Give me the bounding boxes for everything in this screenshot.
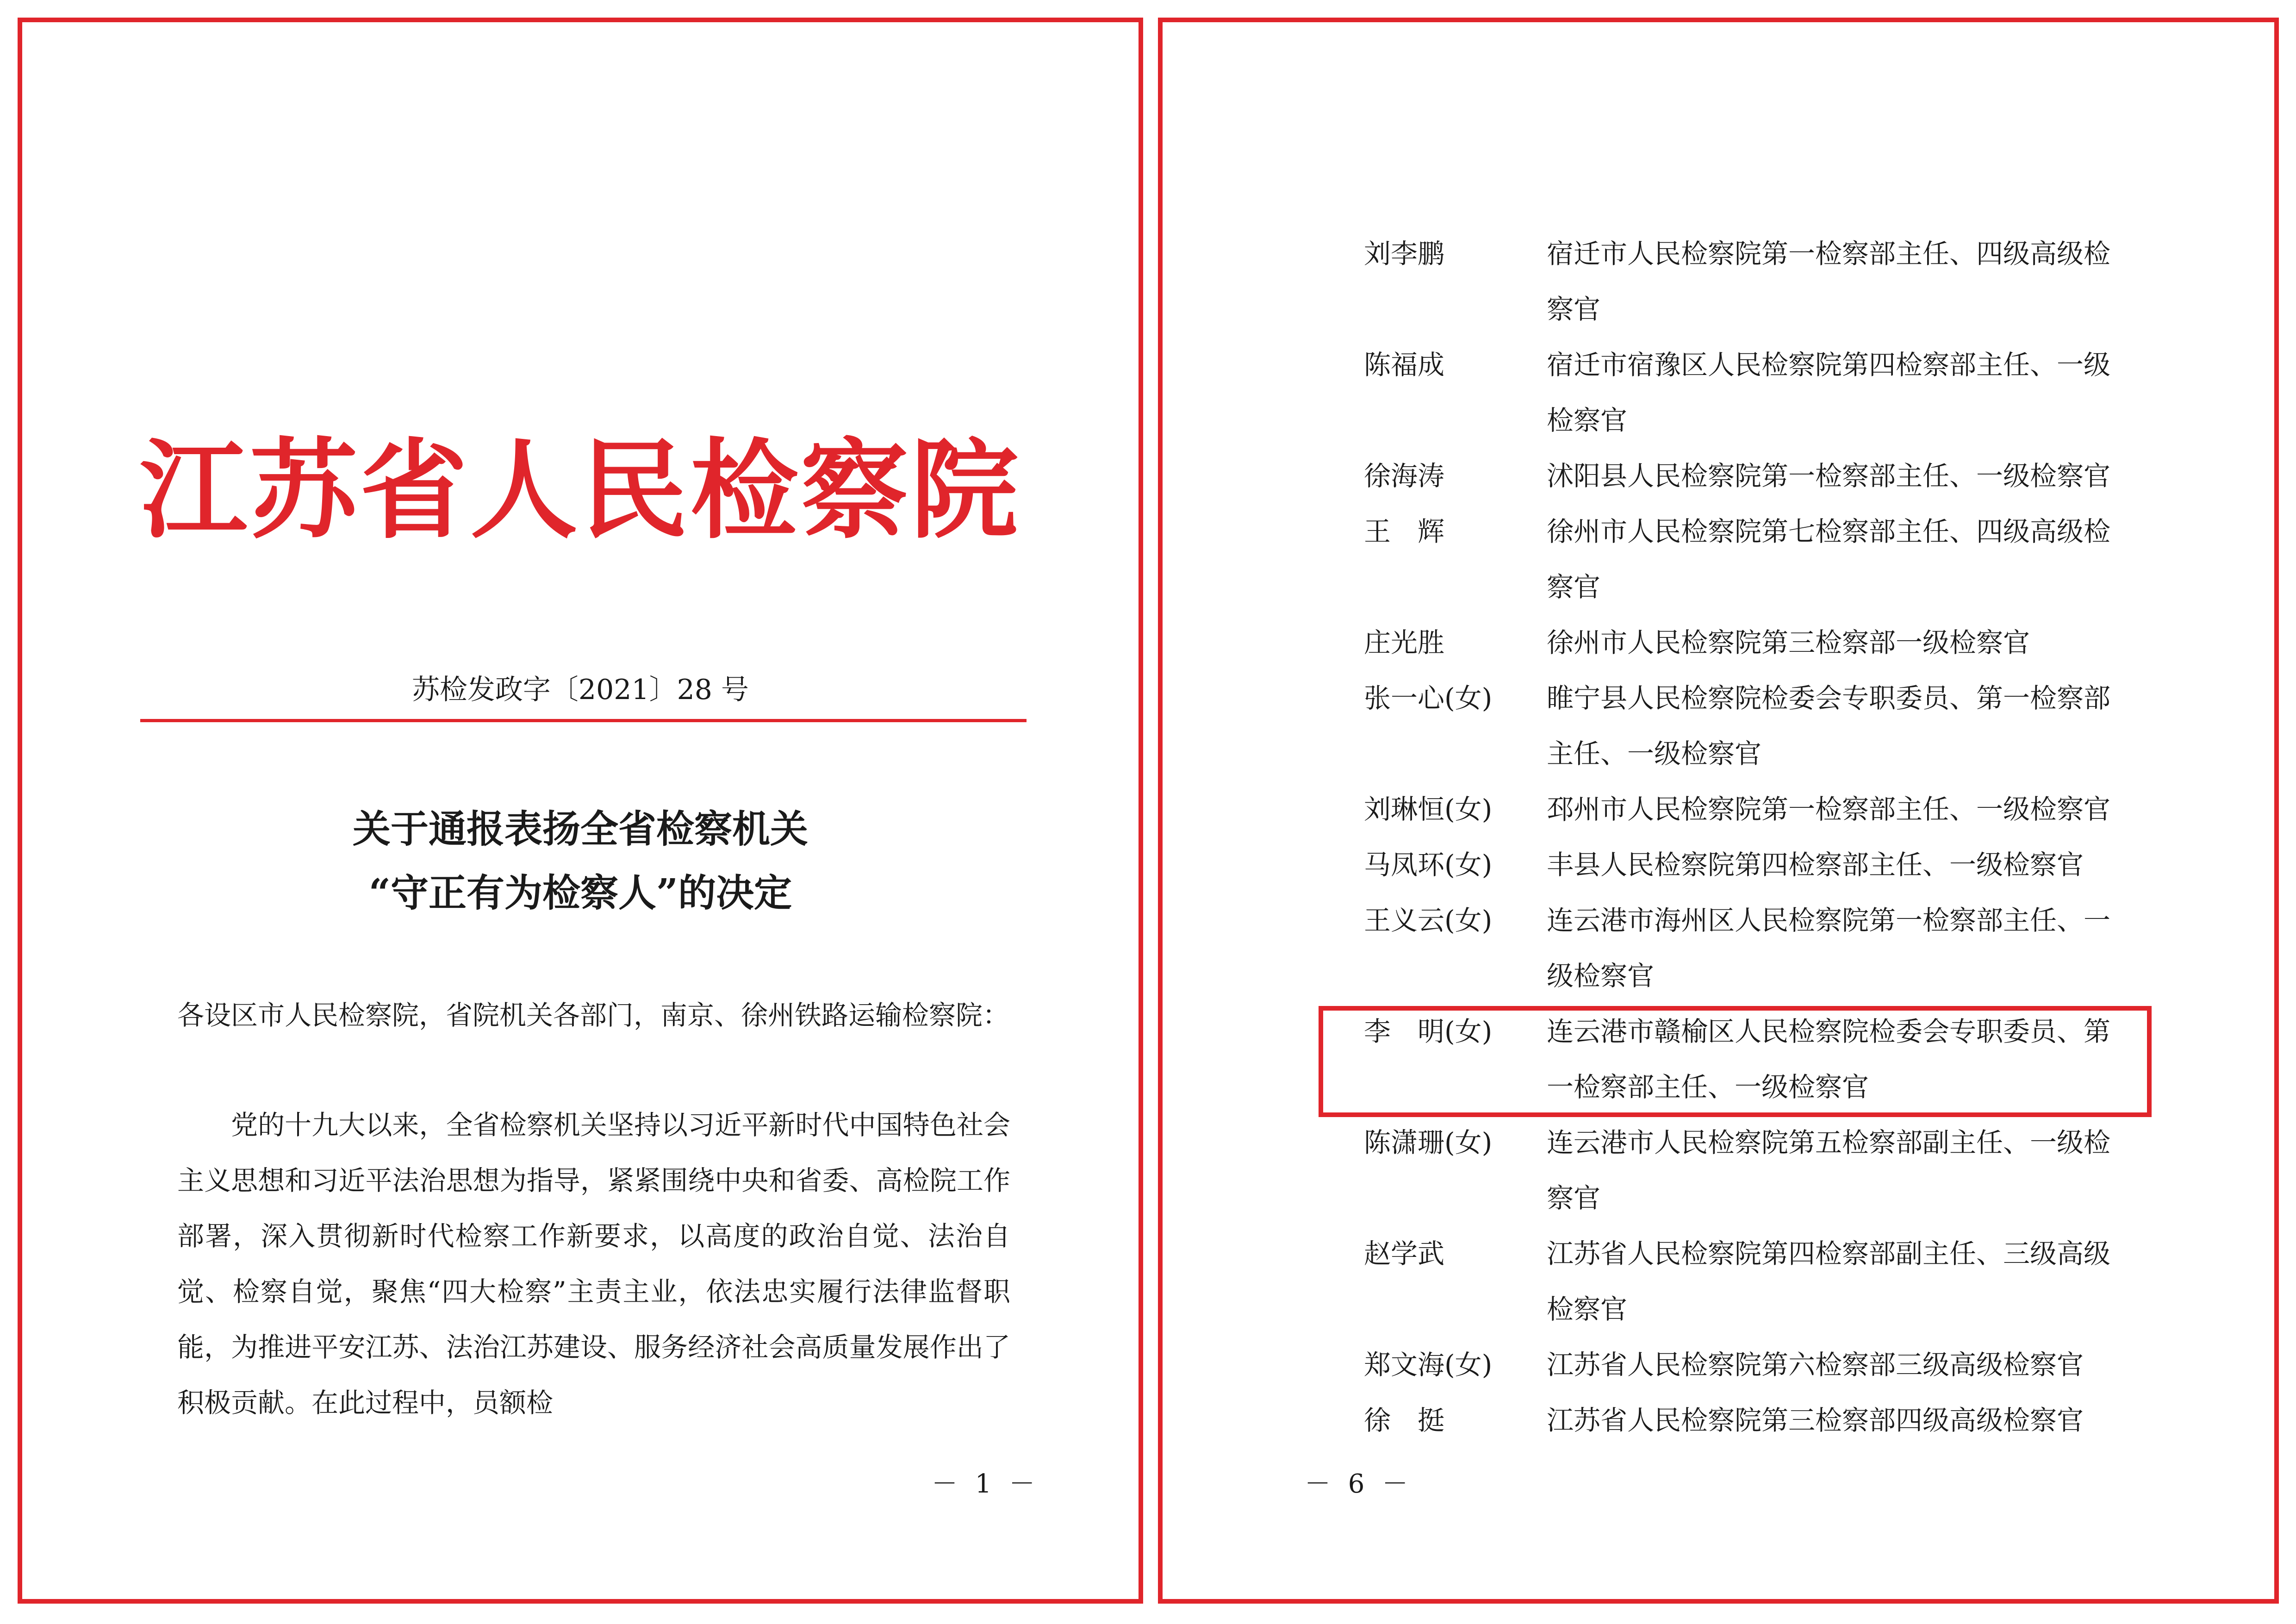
person-title: 连云港市海州区人民检察院第一检察部主任、一级检察官 [1547, 905, 2111, 992]
person-title: 江苏省人民检察院第三检察部四级高级检察官 [1547, 1405, 2084, 1436]
list-item [1163, 226, 2274, 337]
list-item [1163, 670, 2274, 781]
person-name: 王义云(女) [1364, 905, 1493, 936]
person-title: 徐州市人民检察院第三检察部一级检察官 [1547, 627, 2030, 658]
page-number: － 1 － [932, 1469, 1040, 1499]
person-name: 王 辉 [1364, 516, 1445, 547]
person-name: 马凤环(女) [1364, 849, 1493, 881]
list-item [1163, 781, 2274, 837]
red-divider-line [140, 719, 1027, 722]
list-item [1163, 448, 2274, 504]
person-title: 邳州市人民检察院第一检察部主任、一级检察官 [1547, 793, 2111, 825]
list-item [1163, 1226, 2274, 1337]
person-name: 庄光胜 [1364, 627, 1445, 658]
person-title: 丰县人民检察院第四检察部主任、一级检察官 [1547, 849, 2084, 881]
document-page-6 [1158, 18, 2279, 1604]
list-item [1163, 504, 2274, 615]
person-title: 徐州市人民检察院第七检察部主任、四级高级检察官 [1547, 516, 2111, 603]
person-title: 宿迁市宿豫区人民检察院第四检察部主任、一级检察官 [1547, 349, 2111, 436]
list-item [1163, 337, 2274, 448]
list-item [1163, 1337, 2274, 1393]
document-page-1 [18, 18, 1143, 1604]
person-name: 刘琳恒(女) [1364, 793, 1493, 825]
person-name: 徐海涛 [1364, 460, 1445, 492]
page-number: － 6 － [1305, 1469, 1413, 1499]
person-name: 李 明(女) [1364, 1016, 1493, 1047]
person-name: 张一心(女) [1364, 682, 1493, 714]
commendation-list [1163, 226, 2274, 1448]
document-number: 苏检发政字〔2021〕28 号 [411, 674, 749, 706]
list-item [1163, 837, 2274, 893]
list-item [1163, 893, 2274, 1004]
document-title-line-2: “守正有为检察人”的决定 [368, 871, 792, 915]
person-name: 徐 挺 [1364, 1405, 1445, 1436]
list-item [1163, 1393, 2274, 1448]
person-name: 陈福成 [1364, 349, 1445, 381]
person-name: 郑文海(女) [1364, 1349, 1493, 1380]
person-title: 沭阳县人民检察院第一检察部主任、一级检察官 [1547, 460, 2111, 492]
person-name: 陈潇珊(女) [1364, 1127, 1493, 1158]
person-title: 江苏省人民检察院第六检察部三级高级检察官 [1547, 1349, 2084, 1380]
person-title: 宿迁市人民检察院第一检察部主任、四级高级检察官 [1547, 238, 2111, 325]
person-title: 江苏省人民检察院第四检察部副主任、三级高级检察官 [1547, 1238, 2111, 1325]
document-title-line-1: 关于通报表扬全省检察机关 [352, 807, 808, 851]
person-name: 刘李鹏 [1364, 238, 1445, 269]
person-title: 连云港市人民检察院第五检察部副主任、一级检察官 [1547, 1127, 2111, 1214]
masthead-title: 江苏省人民检察院 [139, 427, 1021, 553]
list-item [1163, 615, 2274, 670]
person-name: 赵学武 [1364, 1238, 1445, 1269]
person-title: 连云港市赣榆区人民检察院检委会专职委员、第一检察部主任、一级检察官 [1547, 1016, 2111, 1103]
person-title: 睢宁县人民检察院检委会专职委员、第一检察部主任、一级检察官 [1547, 682, 2111, 769]
highlight-box [1319, 1006, 2152, 1117]
salutation: 各设区市人民检察院，省院机关各部门，南京、徐州铁路运输检察院： [177, 999, 1010, 1031]
body-paragraph: 党的十九大以来，全省检察机关坚持以习近平新时代中国特色社会主义思想和习近平法治思想为指导，紧紧围绕中央和省委、高检院工作部署，深入贯彻新时代检察工作新要求，以高度的政治自觉、法治自觉、检察自觉，聚焦“四大检察”主责主业，依法忠实履行法律监督职能，为推进平安江苏、法治江苏建设、服务经济社会高质量发展作出了积极贡献。在此过程中，员额检 [177, 1109, 1010, 1418]
list-item [1163, 1115, 2274, 1226]
